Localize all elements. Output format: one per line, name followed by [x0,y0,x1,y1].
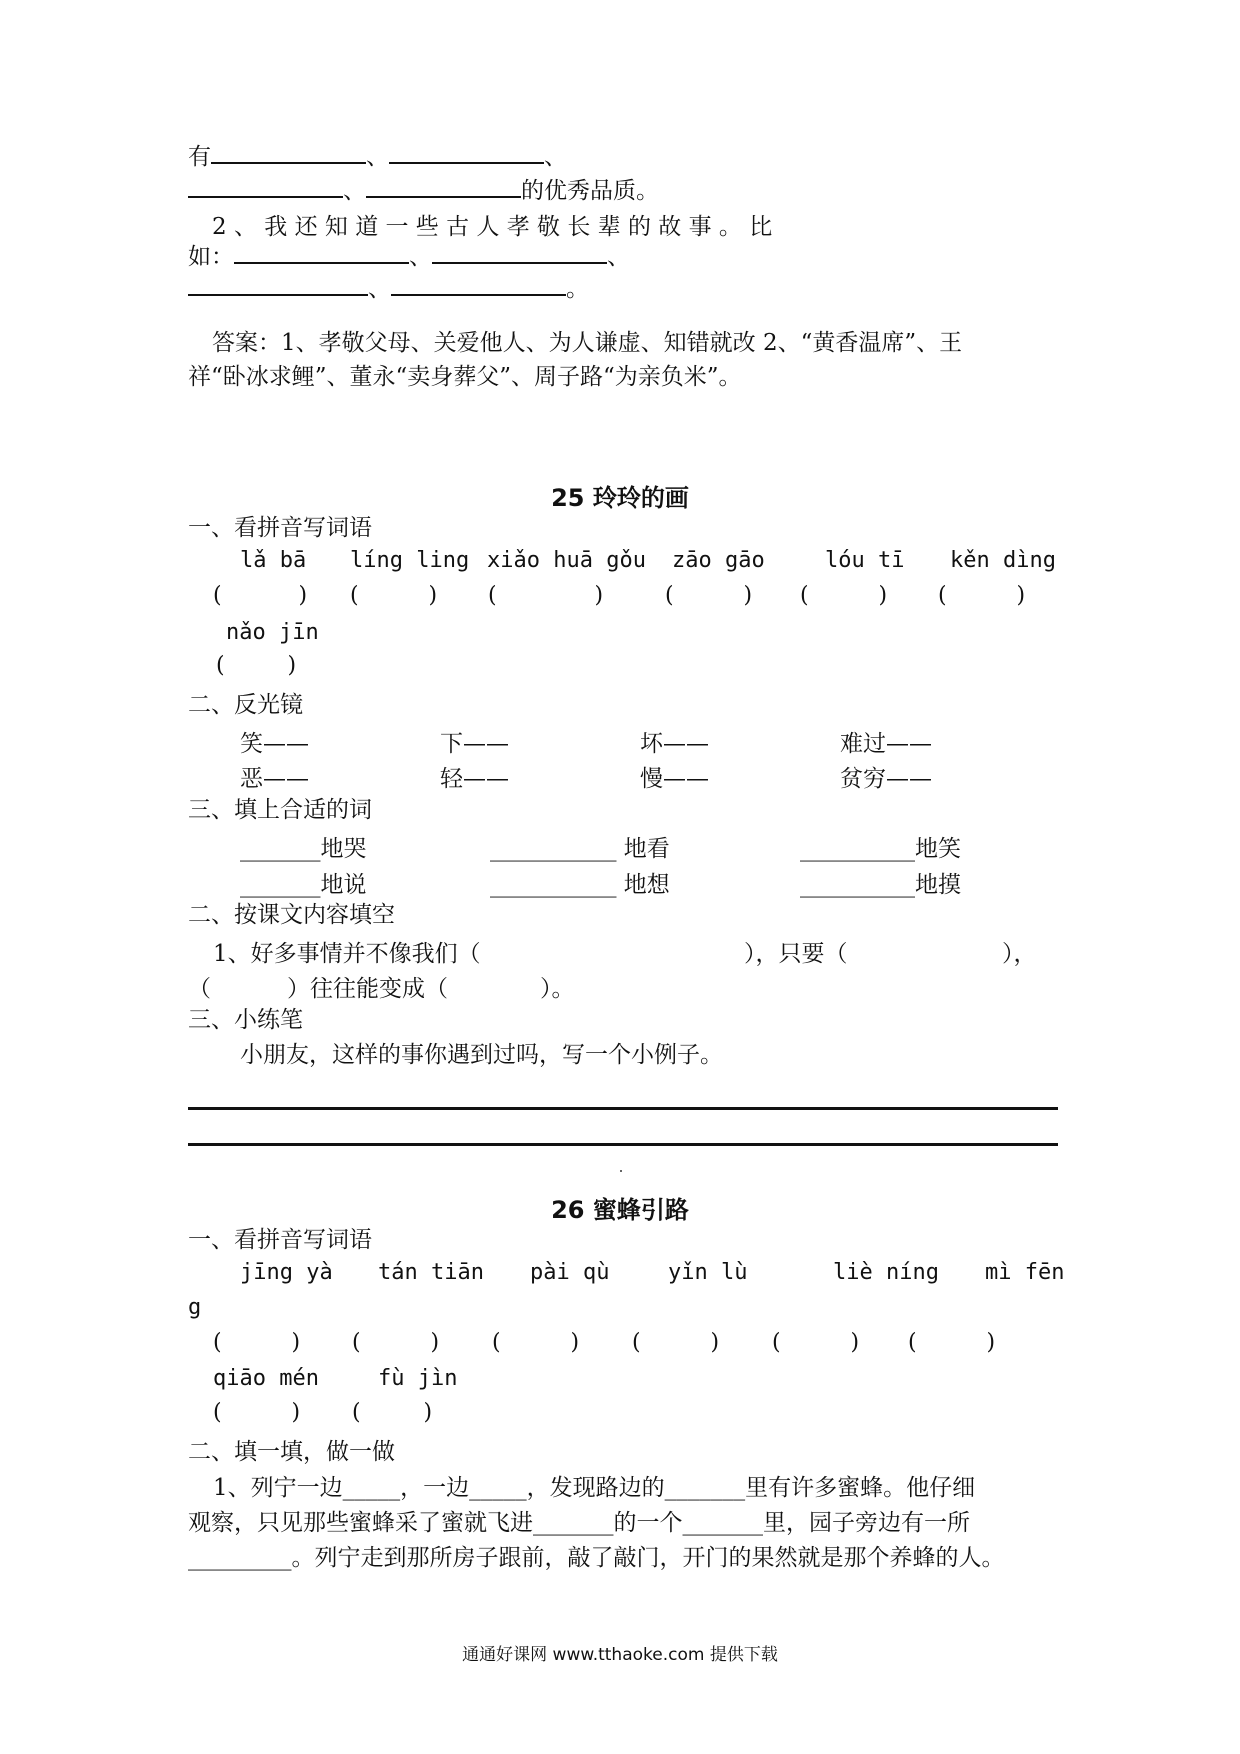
q1-text-b: ），只要（ [744,941,848,967]
text: 、 [607,244,630,270]
pinyin-3: xiǎo huā gǒu [487,548,646,573]
q2-line: 2 、 我 还 知 道 一 些 古 人 孝 敬 长 辈 的 故 事 。 比 [212,214,773,240]
text: 、 [368,276,391,302]
pinyin-4: zāo gāo [672,548,765,573]
answer-box-4[interactable]: ( ) [632,1330,720,1355]
pinyin-7: qiāo mén [213,1366,319,1391]
pinyin-4: yǐn lù [668,1260,748,1285]
pinyin-1: jīng yà [240,1260,333,1285]
antonym-item: 难过—— [840,731,932,757]
l26-paragraph-line-3: _________。列宁走到那所房子跟前，敲了敲门，开门的果然就是那个养蜂的人。 [188,1545,1005,1571]
antonym-item: 慢—— [640,766,709,792]
pinyin-2: tán tiān [378,1260,484,1285]
q1-text-d: （ [188,976,211,1002]
answer-box-3[interactable]: ( ) [492,1330,580,1355]
l25-writing-prompt: 小朋友，这样的事你遇到过吗，写一个小例子。 [240,1042,723,1068]
pinyin-2: líng ling [350,548,470,573]
fill-item[interactable]: ___________ 地想 [490,872,670,898]
pinyin-6-cont: g [188,1295,202,1320]
pinyin-8: fù jìn [378,1366,458,1391]
text: 。 [566,276,589,302]
l26-section-1-heading: 一、看拼音写词语 [188,1227,372,1253]
pinyin-1: lǎ bā [240,548,307,573]
lesson-25-title: 25 玲玲的画 [551,484,689,512]
text: 的优秀品质。 [521,178,659,204]
q1-text-c: ）， [1002,941,1037,967]
answer-box-8[interactable]: ( ) [352,1400,433,1425]
l25-section-4-heading: 二、按课文内容填空 [188,902,395,928]
l25-section-5-heading: 三、小练笔 [188,1007,303,1033]
answer-box-4[interactable]: ( ) [665,583,753,608]
l25-section-1-heading: 一、看拼音写词语 [188,515,372,541]
blank-line[interactable] [389,140,544,164]
q2-line-2 [188,240,1058,272]
fill-item[interactable]: __________地摸 [800,872,961,898]
answer-box-2[interactable]: ( ) [350,583,438,608]
antonym-item: 笑—— [240,731,309,757]
pinyin-6: kěn dìng [950,548,1056,573]
blank-line[interactable] [366,174,521,198]
answer-line-2: 祥“卧冰求鲤”、董永“卖身葬父”、周子路“为亲负米”。 [188,364,742,390]
answer-line-1: 答案：1、孝敬父母、关爱他人、为人谦虚、知错就改 2、“黄香温席”、王 [212,330,963,356]
text: 、 [544,144,567,170]
l26-paragraph-line-2: 观察，只见那些蜜蜂采了蜜就飞进_______的一个_______里，园子旁边有一所 [188,1510,970,1536]
text: 如： [188,244,234,270]
answer-box-6[interactable]: ( ) [938,583,1026,608]
fill-item[interactable]: _______地说 [240,872,367,898]
l26-paragraph-line-1: 1、列宁一边_____，一边_____，发现路边的_______里有许多蜜蜂。他仔细 [213,1475,976,1501]
l25-section-3-heading: 三、填上合适的词 [188,797,372,823]
text: 、 [343,178,366,204]
q2-line-3 [188,272,1058,304]
fill-item[interactable]: __________地笑 [800,836,961,862]
pinyin-5: lóu tī [825,548,905,573]
lesson-26-title: 26 蜜蜂引路 [551,1196,689,1224]
blank-line[interactable] [188,174,343,198]
q1-text-f: ）。 [540,976,575,1002]
page-footer: 通通好课网 www.tthaoke.com 提供下载 [462,1645,778,1665]
answer-box-7[interactable]: ( ) [216,653,297,678]
writing-line[interactable] [188,1143,1058,1146]
antonym-item: 轻—— [440,766,509,792]
fill-item[interactable]: ___________ 地看 [490,836,670,862]
answer-box-3[interactable]: ( ) [488,583,604,608]
writing-line[interactable] [188,1107,1058,1110]
q1-text-e: ）往往能变成（ [287,976,448,1002]
antonym-item: 恶—— [240,766,309,792]
blank-line[interactable] [391,272,566,296]
pinyin-5: liè níng [833,1260,939,1285]
text: 、 [409,244,432,270]
antonym-item: 贫穷—— [840,766,932,792]
answer-box-1[interactable]: ( ) [213,583,308,608]
q1-text-a: 1、好多事情并不像我们（ [213,941,481,967]
antonym-item: 下—— [440,731,509,757]
fill-item[interactable]: _______地哭 [240,836,367,862]
pinyin-3: pài qù [530,1260,610,1285]
antonym-item: 坏—— [640,731,709,757]
text: 、 [366,144,389,170]
text: 有 [188,144,211,170]
pinyin-7: nǎo jīn [226,620,319,645]
blank-line[interactable] [432,240,607,264]
top-line-1 [188,140,1058,172]
blank-line[interactable] [211,140,366,164]
blank-line[interactable] [188,272,368,296]
blank-line[interactable] [234,240,409,264]
l25-section-2-heading: 二、反光镜 [188,692,303,718]
speck [620,1170,622,1172]
answer-box-5[interactable]: ( ) [800,583,888,608]
l26-section-2-heading: 二、填一填，做一做 [188,1439,395,1465]
answer-box-5[interactable]: ( ) [772,1330,860,1355]
answer-box-1[interactable]: ( ) [213,1330,301,1355]
answer-box-7[interactable]: ( ) [213,1400,301,1425]
top-line-2 [188,174,1058,206]
answer-box-6[interactable]: ( ) [908,1330,996,1355]
pinyin-6: mì fēn [985,1260,1065,1285]
answer-box-2[interactable]: ( ) [352,1330,440,1355]
